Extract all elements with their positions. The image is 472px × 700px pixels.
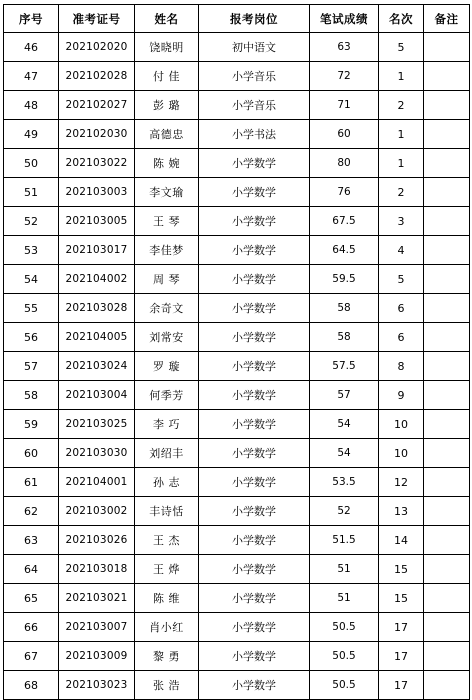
cell-ticket-number: 202103028 [59, 294, 135, 323]
table-header [4, 5, 470, 33]
cell-ticket-number: 202103030 [59, 439, 135, 468]
cell-rank: 13 [379, 497, 424, 526]
cell-seq: 54 [4, 265, 59, 294]
cell-rank: 1 [379, 149, 424, 178]
cell-rank: 1 [379, 62, 424, 91]
cell-remarks [424, 439, 470, 468]
table-row [4, 410, 470, 439]
cell-ticket-number: 202102020 [59, 33, 135, 62]
cell-position: 小学数学 [199, 410, 310, 439]
cell-seq: 65 [4, 584, 59, 613]
cell-remarks [424, 265, 470, 294]
cell-remarks [424, 33, 470, 62]
cell-remarks [424, 497, 470, 526]
cell-seq: 57 [4, 352, 59, 381]
cell-position: 小学数学 [199, 642, 310, 671]
cell-remarks [424, 207, 470, 236]
table-row [4, 120, 470, 149]
table-row [4, 468, 470, 497]
cell-name: 余奇文 [135, 294, 199, 323]
cell-written-score: 57 [310, 381, 379, 410]
cell-rank: 17 [379, 642, 424, 671]
cell-written-score: 50.5 [310, 642, 379, 671]
cell-name: 刘常安 [135, 323, 199, 352]
cell-written-score: 52 [310, 497, 379, 526]
cell-name: 何季芳 [135, 381, 199, 410]
cell-position: 小学数学 [199, 323, 310, 352]
cell-position: 小学数学 [199, 526, 310, 555]
cell-rank: 10 [379, 410, 424, 439]
cell-rank: 4 [379, 236, 424, 265]
cell-rank: 5 [379, 33, 424, 62]
cell-name: 付 佳 [135, 62, 199, 91]
cell-written-score: 63 [310, 33, 379, 62]
cell-written-score: 58 [310, 294, 379, 323]
table-row [4, 236, 470, 265]
table-row [4, 33, 470, 62]
cell-remarks [424, 555, 470, 584]
cell-name: 王 杰 [135, 526, 199, 555]
table-row [4, 526, 470, 555]
cell-name: 刘绍丰 [135, 439, 199, 468]
cell-position: 小学数学 [199, 352, 310, 381]
cell-name: 王 烨 [135, 555, 199, 584]
cell-written-score: 51 [310, 555, 379, 584]
cell-name: 彭 璐 [135, 91, 199, 120]
cell-position: 小学音乐 [199, 62, 310, 91]
cell-name: 陈 维 [135, 584, 199, 613]
table-row [4, 497, 470, 526]
cell-written-score: 80 [310, 149, 379, 178]
cell-rank: 1 [379, 120, 424, 149]
cell-remarks [424, 468, 470, 497]
cell-seq: 53 [4, 236, 59, 265]
cell-remarks [424, 584, 470, 613]
cell-ticket-number: 202103004 [59, 381, 135, 410]
cell-ticket-number: 202102027 [59, 91, 135, 120]
table-row [4, 62, 470, 91]
cell-ticket-number: 202103009 [59, 642, 135, 671]
table-row [4, 149, 470, 178]
cell-seq: 55 [4, 294, 59, 323]
exam-results-table [3, 4, 470, 700]
cell-rank: 17 [379, 671, 424, 700]
cell-seq: 66 [4, 613, 59, 642]
cell-ticket-number: 202103026 [59, 526, 135, 555]
table-row [4, 439, 470, 468]
cell-written-score: 60 [310, 120, 379, 149]
cell-rank: 14 [379, 526, 424, 555]
cell-written-score: 64.5 [310, 236, 379, 265]
cell-ticket-number: 202103007 [59, 613, 135, 642]
cell-written-score: 72 [310, 62, 379, 91]
cell-seq: 56 [4, 323, 59, 352]
cell-rank: 5 [379, 265, 424, 294]
cell-name: 王 琴 [135, 207, 199, 236]
cell-position: 小学数学 [199, 236, 310, 265]
table-body [4, 33, 470, 700]
cell-rank: 2 [379, 91, 424, 120]
cell-written-score: 51 [310, 584, 379, 613]
header-ticket-number: 准考证号 [59, 5, 135, 33]
cell-name: 陈 婉 [135, 149, 199, 178]
cell-seq: 52 [4, 207, 59, 236]
cell-ticket-number: 202102030 [59, 120, 135, 149]
cell-ticket-number: 202103024 [59, 352, 135, 381]
header-written-score: 笔试成绩 [310, 5, 379, 33]
cell-remarks [424, 91, 470, 120]
cell-position: 小学数学 [199, 265, 310, 294]
cell-ticket-number: 202103023 [59, 671, 135, 700]
cell-name: 李 巧 [135, 410, 199, 439]
cell-name: 李佳梦 [135, 236, 199, 265]
cell-ticket-number: 202103002 [59, 497, 135, 526]
cell-remarks [424, 642, 470, 671]
cell-seq: 50 [4, 149, 59, 178]
cell-rank: 12 [379, 468, 424, 497]
cell-position: 小学音乐 [199, 91, 310, 120]
cell-written-score: 53.5 [310, 468, 379, 497]
cell-seq: 61 [4, 468, 59, 497]
cell-remarks [424, 294, 470, 323]
cell-ticket-number: 202103021 [59, 584, 135, 613]
header-name: 姓名 [135, 5, 199, 33]
cell-remarks [424, 671, 470, 700]
table-row [4, 584, 470, 613]
cell-written-score: 54 [310, 410, 379, 439]
cell-written-score: 50.5 [310, 613, 379, 642]
cell-remarks [424, 352, 470, 381]
table-row [4, 352, 470, 381]
cell-rank: 3 [379, 207, 424, 236]
cell-seq: 46 [4, 33, 59, 62]
cell-remarks [424, 62, 470, 91]
cell-written-score: 58 [310, 323, 379, 352]
cell-written-score: 57.5 [310, 352, 379, 381]
cell-seq: 47 [4, 62, 59, 91]
cell-seq: 68 [4, 671, 59, 700]
cell-rank: 6 [379, 323, 424, 352]
cell-name: 罗 璇 [135, 352, 199, 381]
cell-seq: 49 [4, 120, 59, 149]
cell-name: 李文瑜 [135, 178, 199, 207]
cell-name: 周 琴 [135, 265, 199, 294]
cell-position: 小学数学 [199, 613, 310, 642]
cell-remarks [424, 323, 470, 352]
cell-ticket-number: 202104002 [59, 265, 135, 294]
cell-seq: 63 [4, 526, 59, 555]
cell-written-score: 50.5 [310, 671, 379, 700]
cell-position: 小学数学 [199, 439, 310, 468]
table-row [4, 294, 470, 323]
cell-ticket-number: 202103017 [59, 236, 135, 265]
cell-remarks [424, 613, 470, 642]
cell-written-score: 76 [310, 178, 379, 207]
cell-seq: 48 [4, 91, 59, 120]
cell-position: 初中语文 [199, 33, 310, 62]
header-rank: 名次 [379, 5, 424, 33]
cell-remarks [424, 526, 470, 555]
cell-position: 小学数学 [199, 555, 310, 584]
cell-written-score: 51.5 [310, 526, 379, 555]
cell-position: 小学数学 [199, 671, 310, 700]
cell-ticket-number: 202104005 [59, 323, 135, 352]
cell-position: 小学数学 [199, 149, 310, 178]
cell-rank: 8 [379, 352, 424, 381]
cell-name: 饶晓明 [135, 33, 199, 62]
cell-seq: 58 [4, 381, 59, 410]
header-remarks: 备注 [424, 5, 470, 33]
cell-rank: 17 [379, 613, 424, 642]
cell-name: 丰诗恬 [135, 497, 199, 526]
header-position: 报考岗位 [199, 5, 310, 33]
cell-rank: 10 [379, 439, 424, 468]
cell-ticket-number: 202103005 [59, 207, 135, 236]
cell-position: 小学数学 [199, 207, 310, 236]
cell-rank: 6 [379, 294, 424, 323]
cell-seq: 60 [4, 439, 59, 468]
table-row [4, 555, 470, 584]
table-row [4, 323, 470, 352]
table-row [4, 381, 470, 410]
table-row [4, 207, 470, 236]
table-row [4, 671, 470, 700]
cell-written-score: 67.5 [310, 207, 379, 236]
cell-name: 黎 勇 [135, 642, 199, 671]
cell-written-score: 54 [310, 439, 379, 468]
table-row [4, 265, 470, 294]
cell-seq: 51 [4, 178, 59, 207]
cell-remarks [424, 178, 470, 207]
cell-name: 孙 志 [135, 468, 199, 497]
cell-remarks [424, 236, 470, 265]
cell-name: 高德忠 [135, 120, 199, 149]
cell-ticket-number: 202103003 [59, 178, 135, 207]
cell-position: 小学数学 [199, 497, 310, 526]
cell-ticket-number: 202104001 [59, 468, 135, 497]
cell-remarks [424, 381, 470, 410]
cell-ticket-number: 202103018 [59, 555, 135, 584]
table-row [4, 178, 470, 207]
cell-position: 小学数学 [199, 381, 310, 410]
cell-seq: 67 [4, 642, 59, 671]
cell-ticket-number: 202103022 [59, 149, 135, 178]
cell-ticket-number: 202102028 [59, 62, 135, 91]
table-row [4, 91, 470, 120]
cell-remarks [424, 120, 470, 149]
cell-remarks [424, 149, 470, 178]
cell-ticket-number: 202103025 [59, 410, 135, 439]
cell-rank: 15 [379, 584, 424, 613]
table-row [4, 642, 470, 671]
cell-position: 小学书法 [199, 120, 310, 149]
cell-seq: 59 [4, 410, 59, 439]
cell-position: 小学数学 [199, 294, 310, 323]
cell-name: 肖小红 [135, 613, 199, 642]
cell-remarks [424, 410, 470, 439]
header-seq: 序号 [4, 5, 59, 33]
cell-position: 小学数学 [199, 584, 310, 613]
cell-position: 小学数学 [199, 468, 310, 497]
cell-rank: 2 [379, 178, 424, 207]
cell-written-score: 71 [310, 91, 379, 120]
cell-position: 小学数学 [199, 178, 310, 207]
cell-rank: 9 [379, 381, 424, 410]
cell-written-score: 59.5 [310, 265, 379, 294]
cell-seq: 62 [4, 497, 59, 526]
cell-name: 张 浩 [135, 671, 199, 700]
cell-seq: 64 [4, 555, 59, 584]
header-row [4, 5, 470, 33]
table-row [4, 613, 470, 642]
cell-rank: 15 [379, 555, 424, 584]
